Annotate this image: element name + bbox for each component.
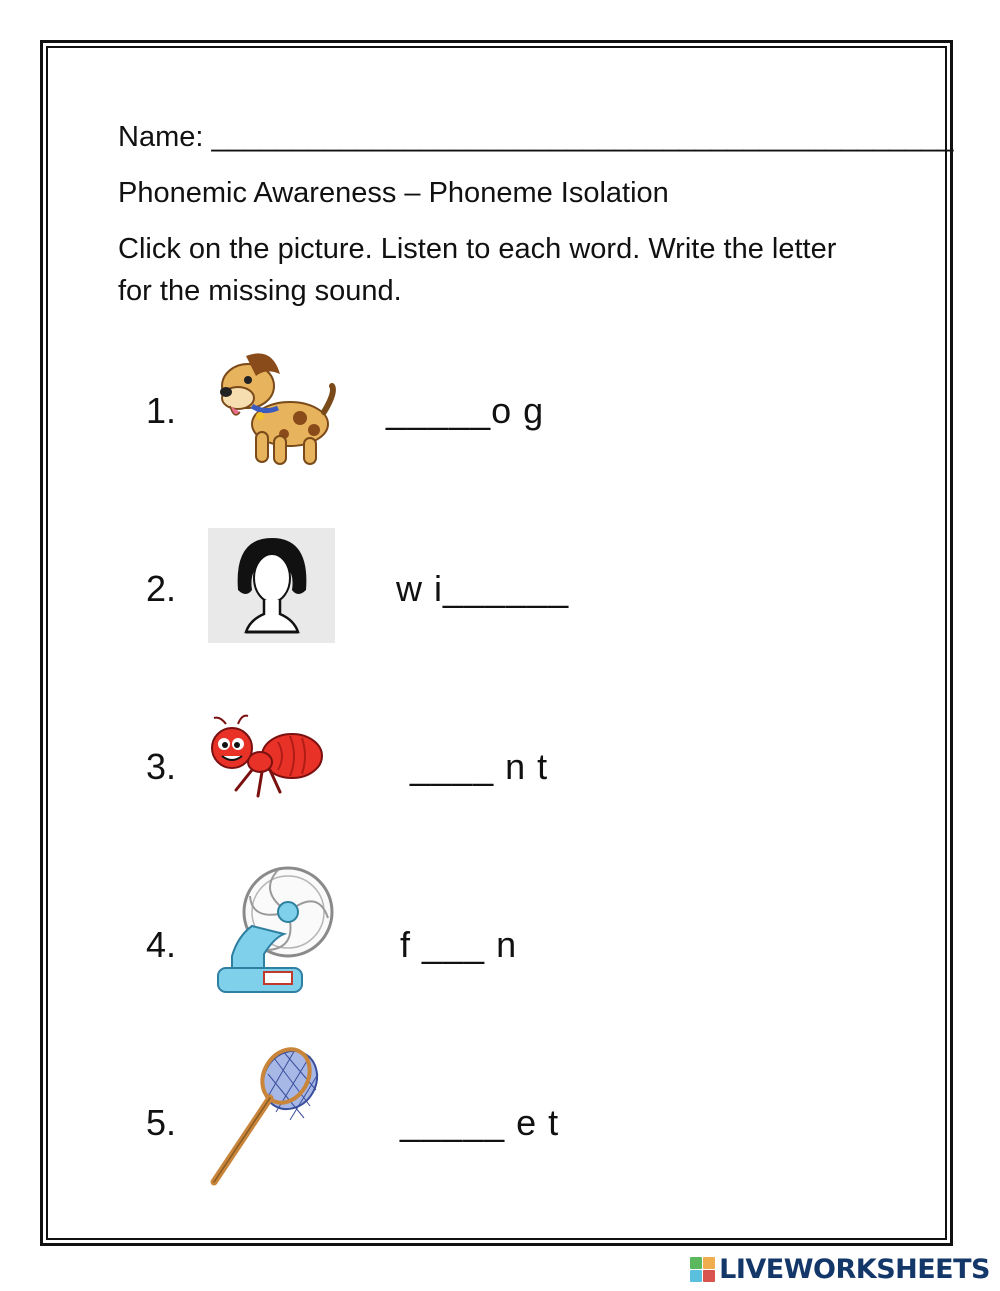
item-number: 1.	[146, 390, 177, 431]
brand-text: LIVEWORKSHEETS	[719, 1254, 990, 1285]
worksheet-instructions: Click on the picture. Listen to each word. Write the letter for the missing sound.	[118, 233, 837, 308]
worksheet-title: Phonemic Awareness – Phoneme Isolation	[118, 177, 669, 209]
net-icon[interactable]	[206, 1044, 334, 1188]
page-border-inner	[46, 46, 947, 1240]
item-number: 4.	[146, 924, 177, 965]
ant-icon[interactable]	[204, 714, 326, 798]
item-number: 2.	[146, 568, 177, 609]
missing-sound-word[interactable]: w i______	[396, 568, 570, 609]
liveworksheets-logo	[690, 1254, 990, 1285]
missing-sound-word[interactable]: ____ n t	[410, 746, 549, 787]
name-field-label[interactable]: Name: ______________________________________________	[118, 121, 954, 153]
missing-sound-word[interactable]: f ___ n	[400, 924, 518, 965]
fan-icon[interactable]	[212, 856, 336, 996]
item-number: 3.	[146, 746, 177, 787]
item-number: 5.	[146, 1102, 177, 1143]
wig-icon[interactable]	[208, 528, 335, 643]
missing-sound-word[interactable]: _____o g	[386, 390, 545, 431]
missing-sound-word[interactable]: _____ e t	[400, 1102, 560, 1143]
dog-icon[interactable]	[212, 346, 338, 472]
liveworksheets-icon	[690, 1257, 715, 1282]
